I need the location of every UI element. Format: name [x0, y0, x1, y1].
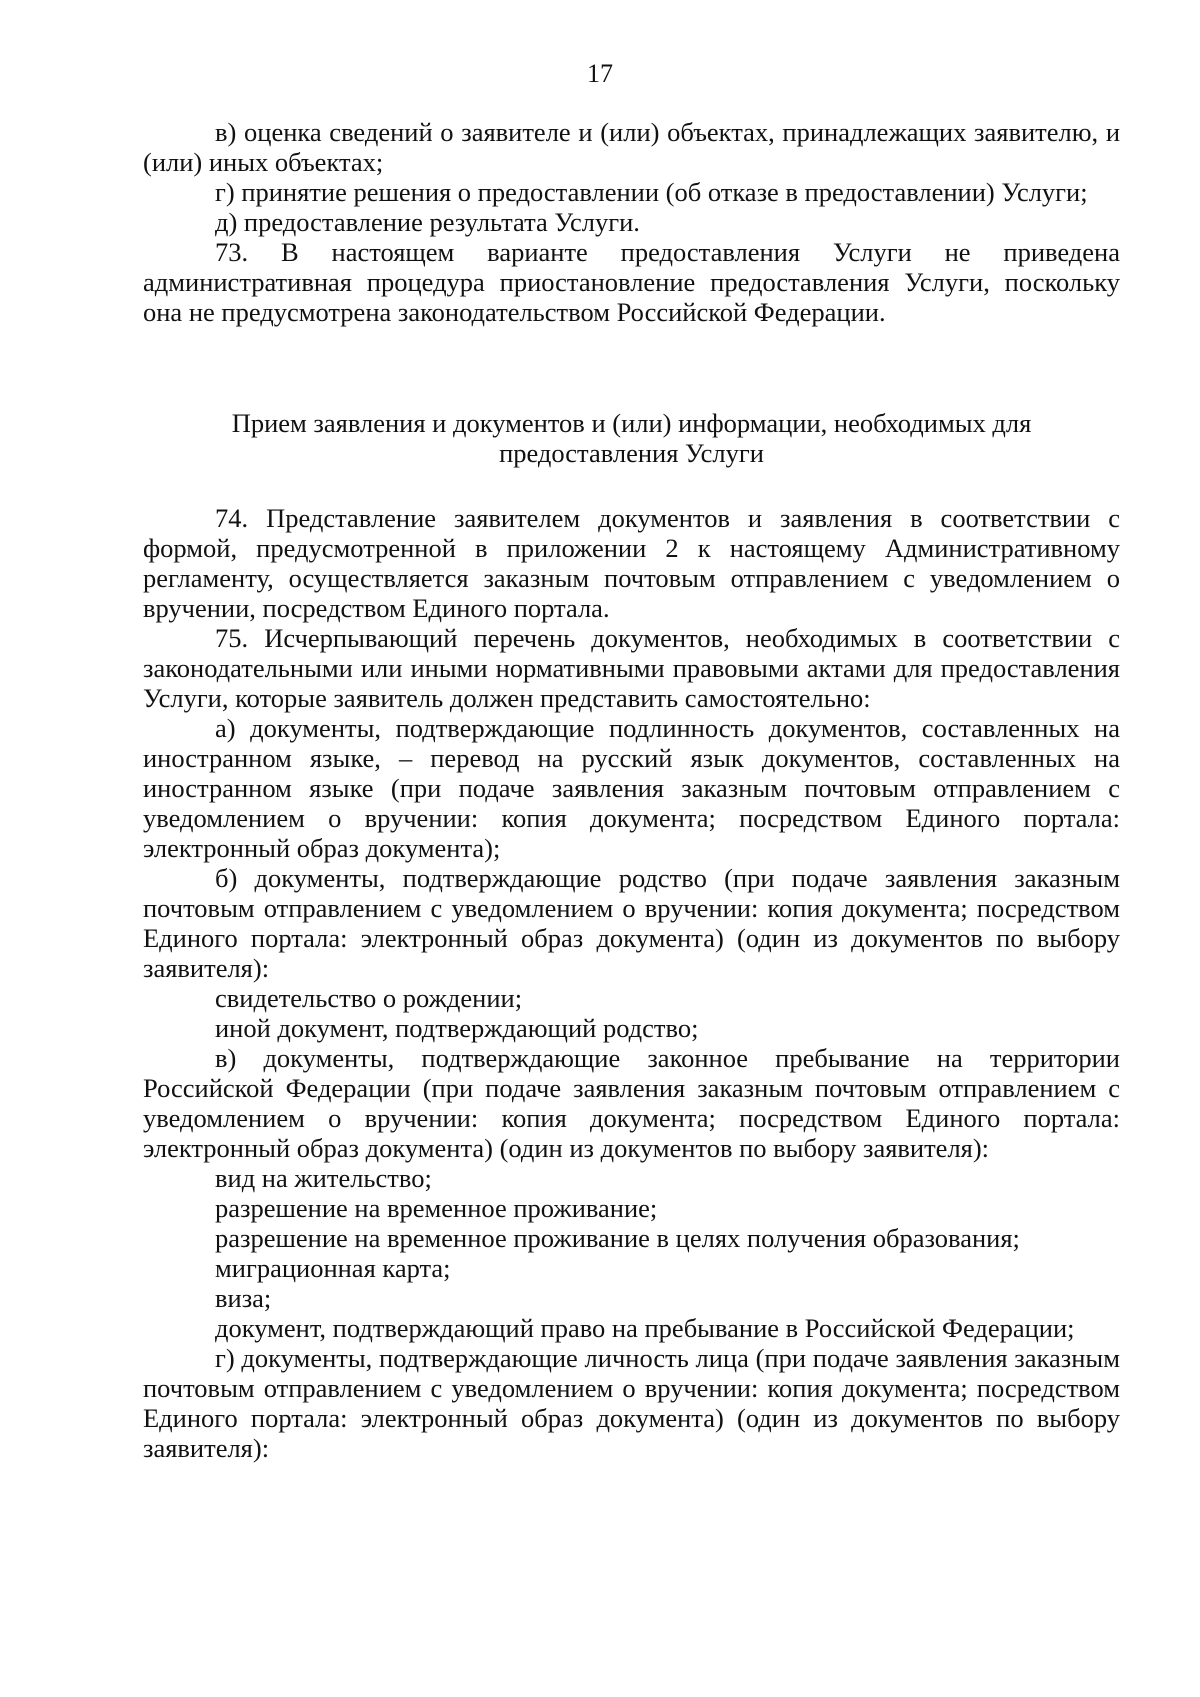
section-heading-block — [143, 408, 1120, 468]
paragraph-item-g-decision: г) принятие решения о предоставлении (об отказе в предоставлении) Услуги; — [215, 177, 1088, 207]
section-heading: Прием заявления и документов и (или) информации, необходимых для предоставления Услуги — [231, 408, 1032, 468]
main-section — [143, 503, 1120, 1463]
list-item-migration-card: миграционная карта; — [215, 1253, 451, 1283]
paragraph-item-b: б) документы, подтверждающие родство (при подаче заявления заказным почтовым отправлением с уведомлением о вручении: копия документа; посредством Единого портала: электронный образ документа) (один из документов по выбору заявителя): — [143, 863, 1120, 983]
paragraph-74: 74. Представление заявителем документов и заявления в соответствии с формой, предусмотренной в приложении 2 к настоящему Административному регламенту, осуществляется заказным почтовым отправлением с уведомлением о вручении, посредством Единого портала. — [143, 503, 1120, 623]
list-item-birth-certificate: свидетельство о рождении; — [215, 983, 523, 1013]
paragraph-item-g: г) документы, подтверждающие личность лица (при подаче заявления заказным почтовым отправлением с уведомлением о вручении: копия документа; посредством Единого портала: электронный образ документа) (один из документов по выбору заявителя): — [143, 1343, 1120, 1463]
paragraph-75: 75. Исчерпывающий перечень документов, необходимых в соответствии с законодательными или иными нормативными правовыми актами для предоставления Услуги, которые заявитель должен представить самостоятельно: — [143, 623, 1120, 713]
paragraph-item-a: а) документы, подтверждающие подлинность документов, составленных на иностранном языке, – перевод на русский язык документов, составленных на иностранном языке (при подаче заявления заказным почтовым отправлением с уведомлением о вручении: копия документа; посредством Единого портала: электронный образ документа); — [143, 713, 1120, 863]
list-item-visa: виза; — [215, 1283, 272, 1313]
list-item-residence-permit: вид на жительство; — [215, 1163, 432, 1193]
paragraph-73: 73. В настоящем варианте предоставления Услуги не приведена административная процедура приостановление предоставления Услуги, поскольку она не предусмотрена законодательством Российской Федерации. — [143, 237, 1120, 327]
list-item-temporary-residence: разрешение на временное проживание; — [215, 1193, 658, 1223]
paragraph-item-v: в) документы, подтверждающие законное пребывание на территории Российской Федерации (при подаче заявления заказным почтовым отправлением с уведомлением о вручении: копия документа; посредством Единого портала: электронный образ документа) (один из документов по выбору заявителя): — [143, 1043, 1120, 1163]
list-item-stay-right-document: документ, подтверждающий право на пребывание в Российской Федерации; — [215, 1313, 1075, 1343]
page-number: 17 — [587, 59, 613, 88]
paragraph-item-d-result: д) предоставление результата Услуги. — [215, 207, 640, 237]
list-item-temporary-residence-education: разрешение на временное проживание в целях получения образования; — [215, 1223, 1020, 1253]
list-item-kinship-document: иной документ, подтверждающий родство; — [215, 1013, 699, 1043]
intro-section — [143, 117, 1120, 327]
paragraph-item-v-assessment: в) оценка сведений о заявителе и (или) объектах, принадлежащих заявителю, и (или) иных объектах; — [143, 117, 1120, 177]
